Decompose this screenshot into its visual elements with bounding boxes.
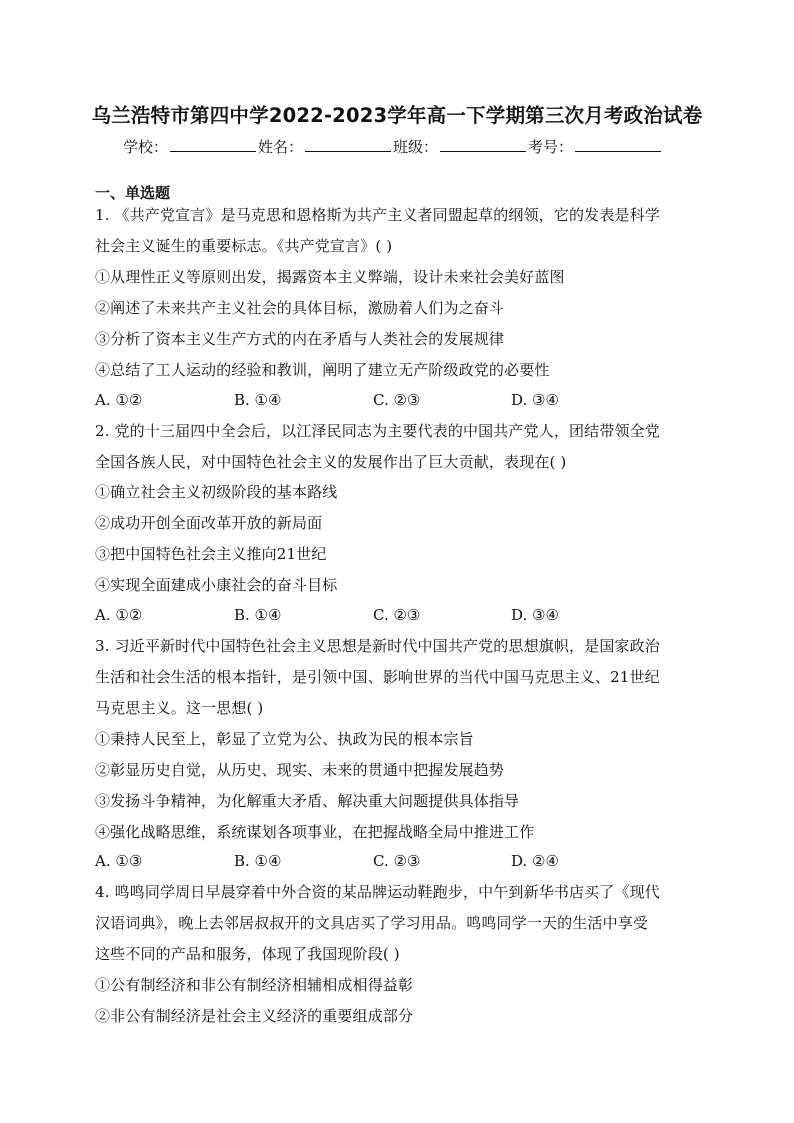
statement-line: ①从理性正义等原则出发，揭露资本主义弊端，设计未来社会美好蓝图 (95, 268, 565, 286)
question-stem-line: 3. 习近平新时代中国特色社会主义思想是新时代中国共产党的思想旗帜，是国家政治 (95, 637, 660, 655)
question-stem-line: 1. 《共产党宣言》是马克思和恩格斯为共产主义者同盟起草的纲领，它的发表是科学 (95, 206, 660, 224)
statement-line: ②彰显历史自觉，从历史、现实、未来的贯通中把握发展趋势 (95, 761, 505, 779)
exam-title: 乌兰浩特市第四中学2022-2023学年高一下学期第三次月考政治试卷 (91, 104, 703, 127)
option-a[interactable]: A. ①② (95, 391, 143, 409)
number-label: 考号： (528, 138, 574, 156)
statement-line: ④实现全面建成小康社会的奋斗目标 (95, 576, 338, 594)
question-stem-line: 2. 党的十三届四中全会后，以江泽民同志为主要代表的中国共产党人，团结带领全党 (95, 422, 660, 440)
statement-line: ①秉持人民至上，彰显了立党为公、执政为民的根本宗旨 (95, 730, 474, 748)
class-label: 班级： (393, 138, 439, 156)
school-blank[interactable] (170, 137, 256, 152)
question-stem-line: 这些不同的产品和服务，体现了我国现阶段( ) (95, 945, 400, 963)
name-label: 姓名： (258, 138, 304, 156)
statement-line: ①公有制经济和非公有制经济相辅相成相得益彰 (95, 976, 414, 994)
question-stem-line: 4. 鸣鸣同学周日早晨穿着中外合资的某品牌运动鞋跑步，中午到新华书店买了《现代 (95, 883, 660, 901)
option-a[interactable]: A. ①③ (95, 852, 143, 870)
school-label: 学校： (123, 138, 169, 156)
question-stem-line: 生活和社会生活的根本指针，是引领中国、影响世界的当代中国马克思主义、21世纪 (95, 668, 660, 686)
option-c[interactable]: C. ②③ (373, 606, 421, 624)
statement-line: ①确立社会主义初级阶段的基本路线 (95, 483, 338, 501)
option-b[interactable]: B. ①④ (234, 852, 282, 870)
statement-line: ②成功开创全面改革开放的新局面 (95, 514, 323, 532)
question-stem-line: 马克思主义。这一思想( ) (95, 699, 264, 717)
option-b[interactable]: B. ①④ (234, 391, 282, 409)
option-d[interactable]: D. ③④ (511, 391, 559, 409)
number-blank[interactable] (575, 137, 661, 152)
name-blank[interactable] (305, 137, 391, 152)
statement-line: ③分析了资本主义生产方式的内在矛盾与人类社会的发展规律 (95, 330, 505, 348)
question-stem-line: 汉语词典》，晚上去邻居叔叔开的文具店买了学习用品。鸣鸣同学一天的生活中享受 (95, 914, 649, 932)
option-d[interactable]: D. ②④ (511, 852, 559, 870)
section-heading: 一、单选题 (95, 184, 171, 202)
statement-line: ④总结了工人运动的经验和教训，阐明了建立无产阶级政党的必要性 (95, 361, 550, 379)
option-c[interactable]: C. ②③ (373, 852, 421, 870)
question-stem-line: 社会主义诞生的重要标志。《共产党宣言》( ) (95, 237, 393, 255)
statement-line: ②非公有制经济是社会主义经济的重要组成部分 (95, 1007, 414, 1025)
option-b[interactable]: B. ①④ (234, 606, 282, 624)
statement-line: ④强化战略思维，系统谋划各项事业，在把握战略全局中推进工作 (95, 823, 535, 841)
question-stem-line: 全国各族人民，对中国特色社会主义的发展作出了巨大贡献，表现在( ) (95, 453, 567, 471)
option-c[interactable]: C. ②③ (373, 391, 421, 409)
statement-line: ③发扬斗争精神，为化解重大矛盾、解决重大问题提供具体指导 (95, 792, 520, 810)
student-info-row (123, 136, 663, 157)
statement-line: ③把中国特色社会主义推向21世纪 (95, 545, 327, 563)
class-blank[interactable] (440, 137, 526, 152)
option-a[interactable]: A. ①② (95, 606, 143, 624)
option-d[interactable]: D. ③④ (511, 606, 559, 624)
statement-line: ②阐述了未来共产主义社会的具体目标，激励着人们为之奋斗 (95, 299, 505, 317)
